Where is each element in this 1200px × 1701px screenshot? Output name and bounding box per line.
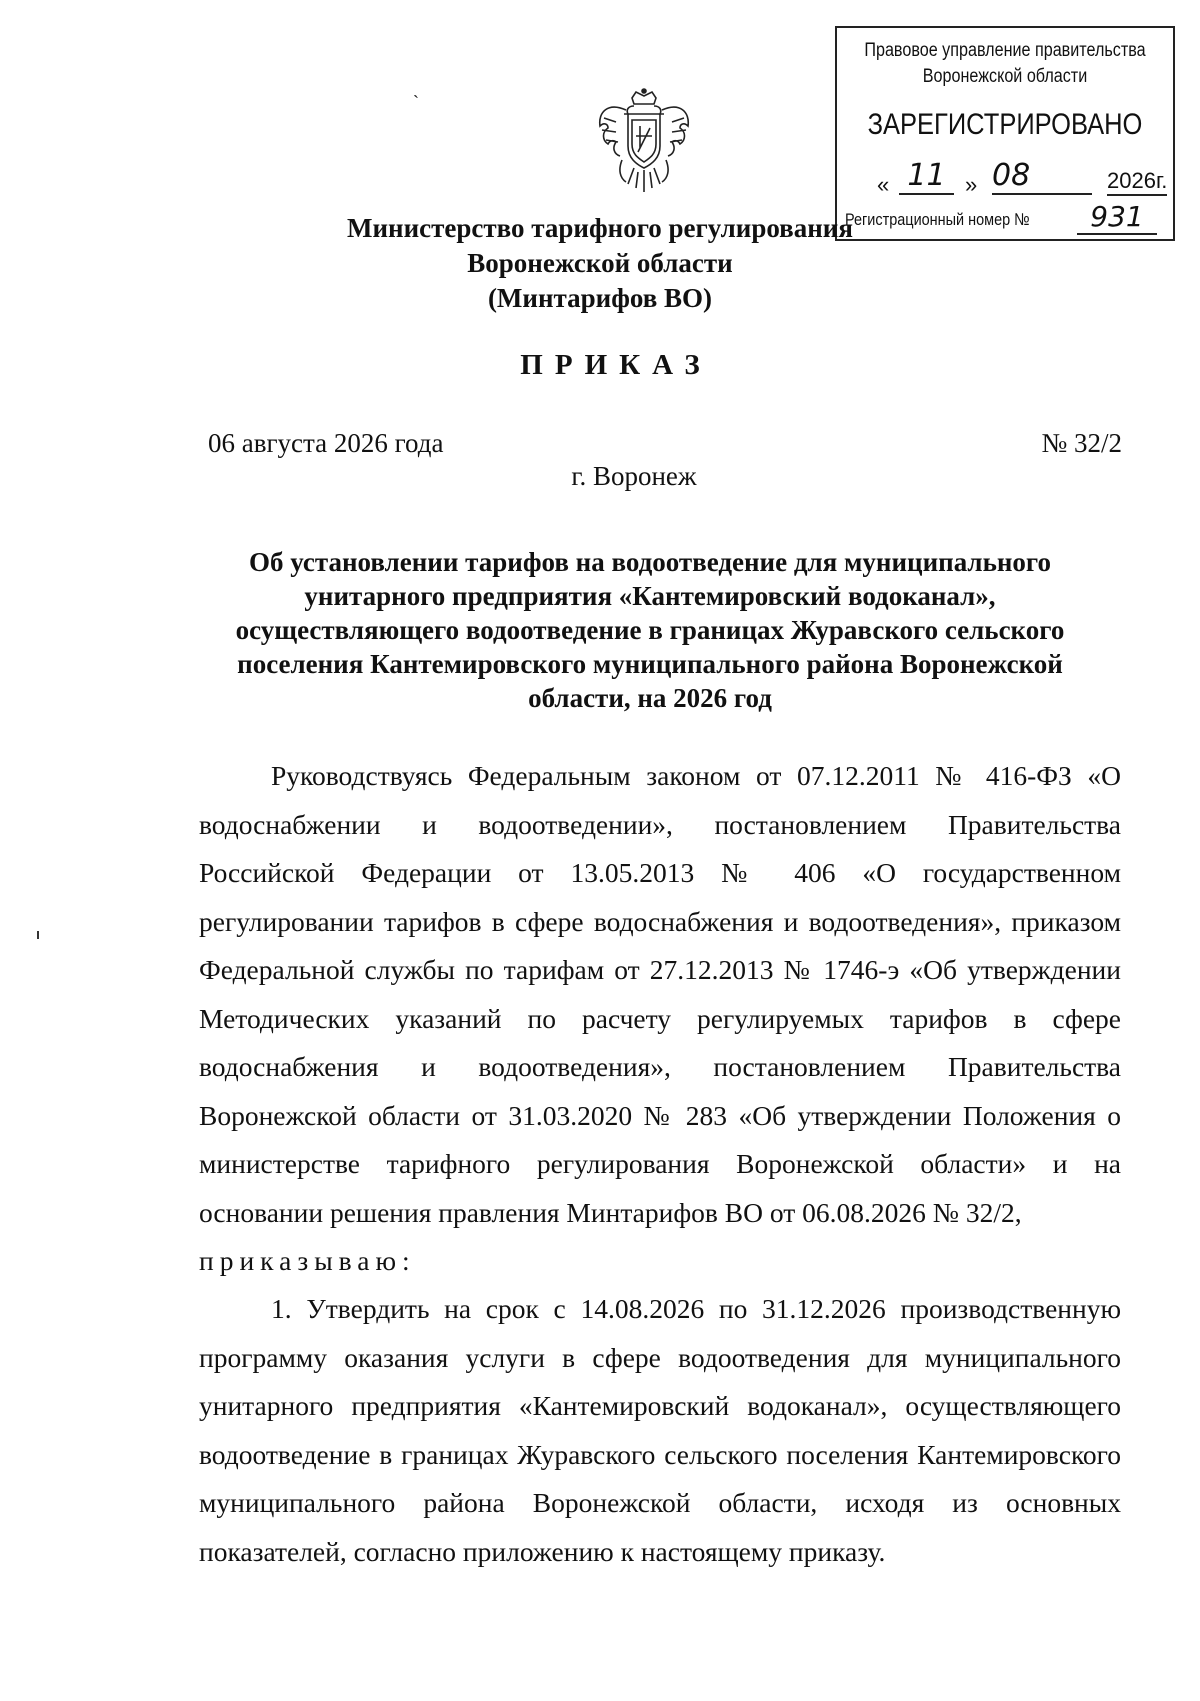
- stamp-registered: ЗАРЕГИСТРИРОВАНО: [867, 108, 1143, 141]
- document-date: 06 августа 2026 года: [208, 428, 444, 458]
- document-number: № 32/2: [1041, 428, 1122, 458]
- scan-mark: ˎ: [413, 78, 419, 98]
- stamp-reg-label: Регистрационный номер №: [845, 210, 1030, 229]
- ministry-name: Министерство тарифного регулирования: [347, 213, 853, 243]
- stamp-date: [877, 158, 1168, 198]
- registration-stamp: [835, 26, 1175, 241]
- document-title: Об установлении тарифов на водоотведение для муниципального унитарного предприятия «Кантемировский водоканал», осуществляющего водоотведение в границах Журавского сельского поселения Кантемировского муниципального района Воронежской области, на 2026 год: [235, 547, 1065, 713]
- item-1-paragraph: 1. Утвердить на срок с 14.08.2026 по 31.12.2026 производственную программу оказания услуги в сфере водоотведения для муниципального унитарного предприятия «Кантемировский водоканал», осуществляющего водоотведение в границах Журавского сельского поселения Кантемировского муниципального района Воронежской области, исходя из основных показателей, согласно приложению к настоящему приказу.: [199, 1293, 1121, 1567]
- stamp-quote-open: «: [877, 172, 890, 197]
- stamp-day: 11: [899, 158, 954, 195]
- document-city: г. Воронеж: [571, 461, 697, 491]
- preamble-paragraph: Руководствуясь Федеральным законом от 07.12.2011 № 416-ФЗ «О водоснабжении и водоотведении», постановлением Правительства Российской Федерации от 13.05.2013 № 406 «О государственном регулировании тарифов в сфере водоснабжения и водоотведения», приказом Федеральной службы по тарифам от 27.12.2013 № 1746-э «Об утверждении Методических указаний по расчету регулируемых тарифов в сфере водоснабжения и водоотведения», постановлением Правительства Воронежской области от 31.03.2020 № 283 «Об утверждении Положения о министерстве тарифного регулирования Воронежской области» и на основании решения правления Минтарифов ВО от 06.08.2026 № 32/2,: [199, 760, 1121, 1228]
- preamble-block: [199, 752, 1121, 1286]
- item-1-block: [199, 1285, 1121, 1576]
- stamp-reg-value: 931: [1077, 200, 1157, 235]
- stamp-month: 08: [992, 158, 1092, 195]
- stamp-line-1: Правовое управление правительства: [864, 40, 1146, 61]
- document-type: ПРИКАЗ: [520, 349, 712, 381]
- stamp-line-2: Воронежской области: [922, 66, 1088, 87]
- ministry-abbrev: (Минтарифов ВО): [487, 283, 713, 313]
- scan-margin-mark: [37, 931, 39, 939]
- decree-word: приказываю:: [199, 1245, 416, 1276]
- ministry-region: Воронежской области: [467, 248, 733, 278]
- coat-of-arms-icon: [594, 88, 694, 196]
- stamp-year: 2026г.: [1107, 168, 1167, 196]
- stamp-quote-close: »: [965, 172, 978, 197]
